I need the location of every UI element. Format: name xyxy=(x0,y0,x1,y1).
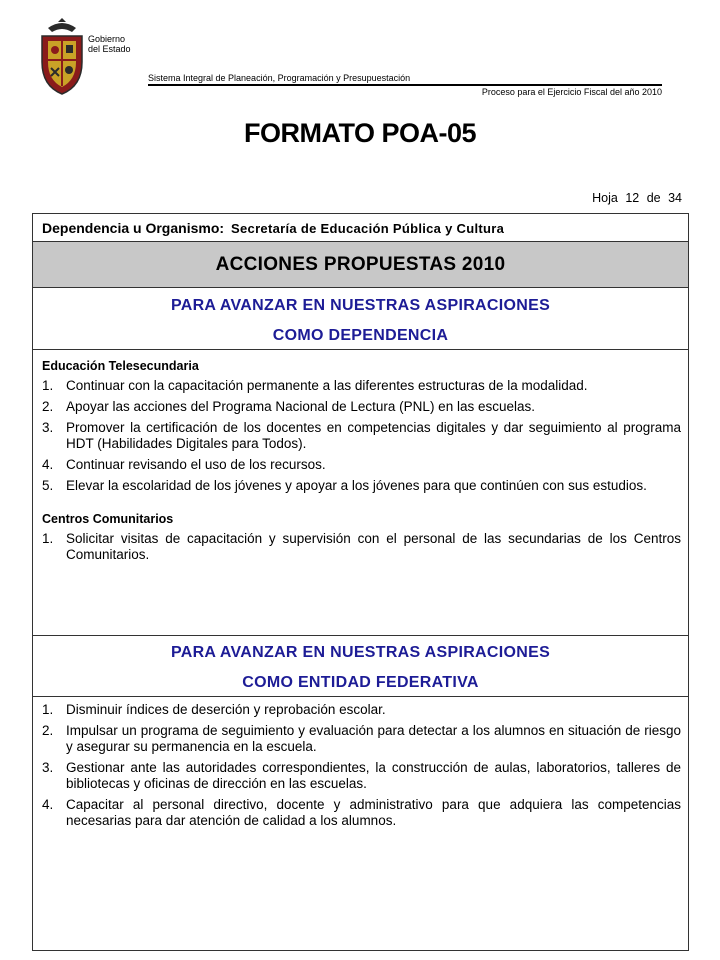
section-dependencia-header xyxy=(33,288,688,350)
item-number: 5. xyxy=(42,478,54,493)
dependency-label: Dependencia u Organismo: xyxy=(42,220,225,236)
list-item xyxy=(42,531,681,563)
item-text: Capacitar al personal directivo, docente y administrativo para que adquiera las competencias necesarias para dar atención de calidad a los alumnos. xyxy=(66,797,681,828)
item-number: 1. xyxy=(42,378,54,393)
item-text: Continuar revisando el uso de los recursos. xyxy=(66,457,326,472)
list-item xyxy=(42,723,681,755)
actions-title: ACCIONES PROPUESTAS 2010 xyxy=(33,242,688,288)
item-number: 4. xyxy=(42,797,54,812)
item-number: 3. xyxy=(42,760,54,775)
page-label: Hoja xyxy=(592,191,618,205)
item-text: Solicitar visitas de capacitación y supervisión con el personal de las secundarias de los Centros Comunitarios. xyxy=(66,531,681,562)
state-seal-logo xyxy=(38,18,86,96)
government-label xyxy=(88,34,131,54)
item-text: Elevar la escolaridad de los jóvenes y apoyar a los jóvenes para que continúen con sus estudios. xyxy=(66,478,647,493)
item-text: Promover la certificación de los docentes en competencias digitales y dar seguimiento al programa HDT (Habilidades Digitales para Todos). xyxy=(66,420,681,451)
government-label-line2: del Estado xyxy=(88,44,131,54)
page-current: 12 xyxy=(625,191,640,205)
list-item xyxy=(42,702,681,718)
header-rule xyxy=(148,84,662,86)
group-title: Centros Comunitarios xyxy=(42,512,174,526)
fiscal-process-label: Proceso para el Ejercicio Fiscal del año 2010 xyxy=(481,87,662,97)
item-number: 2. xyxy=(42,723,54,738)
section-entidad-content xyxy=(33,697,688,829)
group-title: Educación Telesecundaria xyxy=(42,359,199,373)
item-number: 3. xyxy=(42,420,54,435)
list-item xyxy=(42,378,681,394)
section-dependencia-line1: PARA AVANZAR EN NUESTRAS ASPIRACIONES xyxy=(170,297,551,314)
document-title: FORMATO POA-05 xyxy=(243,118,477,148)
item-number: 1. xyxy=(42,531,54,546)
poa-form xyxy=(32,213,689,951)
list-item xyxy=(42,399,681,415)
section-entidad-line1: PARA AVANZAR EN NUESTRAS ASPIRACIONES xyxy=(170,644,551,661)
section-entidad-line2: COMO ENTIDAD FEDERATIVA xyxy=(242,674,479,691)
list-item xyxy=(42,420,681,452)
item-text: Disminuir índices de deserción y reprobación escolar. xyxy=(66,702,386,717)
item-text: Gestionar ante las autoridades correspondientes, la construcción de aulas, laboratorios, talleres de bibliotecas y oficinas de dirección en las escuelas. xyxy=(66,760,681,791)
government-label-line1: Gobierno xyxy=(88,34,126,44)
list-item xyxy=(42,457,681,473)
item-text: Continuar con la capacitación permanente a las diferentes estructuras de la modalidad. xyxy=(66,378,588,393)
section-dependencia-content xyxy=(33,350,688,635)
section-dependencia-line2: COMO DEPENDENCIA xyxy=(272,327,449,344)
dependency-row xyxy=(33,214,688,242)
system-name: Sistema Integral de Planeación, Programación y Presupuestación xyxy=(148,73,411,83)
item-number: 2. xyxy=(42,399,54,414)
list-item xyxy=(42,797,681,829)
item-text: Impulsar un programa de seguimiento y evaluación para detectar a los alumnos en situación de riesgo y asegurar su permanencia en la escuela. xyxy=(66,723,681,754)
page-total: 34 xyxy=(668,191,682,205)
item-number: 4. xyxy=(42,457,54,472)
page-of-label: de xyxy=(646,191,661,205)
dependency-value: Secretaría de Educación Pública y Cultura xyxy=(231,221,505,236)
list-item xyxy=(42,760,681,792)
item-text: Apoyar las acciones del Programa Nacional de Lectura (PNL) en las escuelas. xyxy=(66,399,535,414)
item-number: 1. xyxy=(42,702,54,717)
list-item xyxy=(42,478,681,494)
section-entidad-header xyxy=(33,635,688,697)
page-counter xyxy=(588,191,682,205)
